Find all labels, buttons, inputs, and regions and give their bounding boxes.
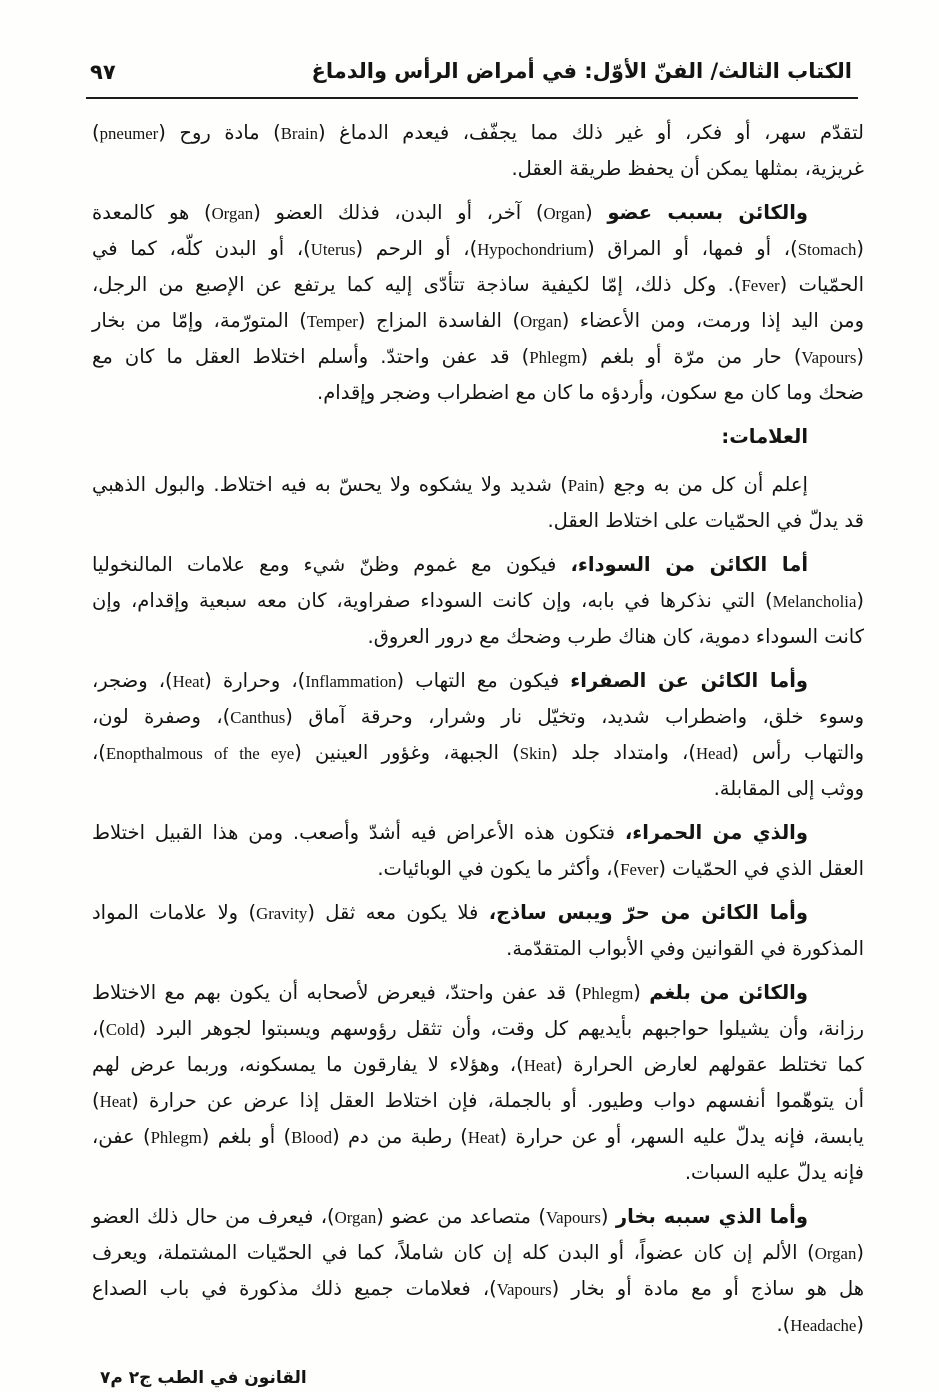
paragraph bbox=[92, 115, 864, 187]
latin-term: Organ bbox=[814, 1244, 857, 1263]
text-line bbox=[92, 583, 864, 619]
text-line bbox=[92, 619, 864, 655]
latin-term: Melancholia bbox=[772, 592, 857, 611]
paragraph bbox=[92, 547, 864, 655]
latin-term: Vapours bbox=[801, 348, 857, 367]
line-text: قد يدلّ في الحمّيات على اختلاط العقل. bbox=[547, 509, 864, 532]
text-line bbox=[92, 267, 864, 303]
latin-term: Heat bbox=[467, 1128, 500, 1147]
latin-term: Phlegm bbox=[529, 348, 581, 367]
line-text: يابسة، فإنه يدلّ عليه السهر، أو عن حرارة (Heat) رطبة من دم (Blood) أو بلغم (Phlegm) عفن، bbox=[92, 1125, 864, 1148]
text-line bbox=[92, 503, 864, 539]
paragraph-lead: وأما الكائن من حرّ ويبس ساذج، bbox=[488, 901, 808, 924]
latin-term: Inflammation bbox=[305, 672, 397, 691]
text-line bbox=[92, 467, 864, 503]
text-line bbox=[92, 195, 864, 231]
text-line bbox=[92, 815, 864, 851]
latin-term: Canthus bbox=[230, 708, 286, 727]
paragraph bbox=[92, 975, 864, 1191]
line-text: (Organ) الألم إن كان عضواً، أو البدن كله إن كان شاملاً، كما في الحمّيات المشتملة، ويعرف bbox=[92, 1241, 864, 1264]
text-line bbox=[92, 1047, 864, 1083]
line-text: فلا يكون معه ثقل (Gravity) ولا علامات المواد bbox=[92, 901, 489, 924]
paragraph-lead: وأما الذي سببه بخار bbox=[615, 1205, 808, 1228]
section-heading: العلامات: bbox=[721, 425, 808, 448]
latin-term: Vapours bbox=[545, 1208, 601, 1227]
text-line bbox=[92, 375, 864, 411]
latin-term: Fever bbox=[620, 860, 659, 879]
text-line bbox=[92, 115, 864, 151]
latin-term: Heat bbox=[172, 672, 205, 691]
line-text: ضحك وما كان مع سكون، وأردؤه ما كان مع اضطراب وضجر وإقدام. bbox=[317, 381, 864, 404]
latin-term: Uterus bbox=[310, 240, 356, 259]
latin-term: Skin bbox=[519, 744, 551, 763]
line-text: فيكون مع التهاب (Inflammation)، وحرارة (Heat)، وضجر، bbox=[92, 669, 571, 692]
text-line bbox=[92, 771, 864, 807]
line-text: كما تختلط عقولهم لعارض الحرارة (Heat)، وهؤلاء لا يفارقون ما يمسكونه، وربما عرض لهم bbox=[92, 1053, 864, 1076]
line-text: (Stomach)، أو فمها، أو المراق (Hypochondrium)، أو الرحم (Uterus)، أو البدن كلّه، كما في bbox=[92, 237, 864, 260]
line-text: فيكون مع غموم وظنّ شيء ومع علامات المالنخوليا bbox=[92, 553, 571, 576]
line-text: (Organ) آخر، أو البدن، فذلك العضو (Organ) هو كالمعدة bbox=[92, 201, 608, 224]
latin-term: Organ bbox=[520, 312, 562, 331]
latin-term: pneumer bbox=[99, 124, 159, 143]
line-text: لتقدّم سهر، أو فكر، أو غير ذلك مما يجفّف، فيعدم الدماغ (Brain) مادة روح (pneumer) bbox=[92, 121, 864, 144]
line-text: فتكون هذه الأعراض فيه أشدّ وأصعب. ومن هذا القبيل اختلاط bbox=[92, 821, 625, 844]
latin-term: Head bbox=[695, 744, 732, 763]
latin-term: Gravity bbox=[256, 904, 308, 923]
latin-term: Pain bbox=[567, 476, 598, 495]
text-line bbox=[92, 975, 864, 1011]
line-text: المذكورة في القوانين وفي الأبواب المتقدّمة. bbox=[506, 937, 864, 960]
latin-term: Phlegm bbox=[150, 1128, 202, 1147]
latin-term: Enopthalmous of the eye bbox=[105, 744, 295, 763]
text-line bbox=[92, 1119, 864, 1155]
line-text: إعلم أن كل من به وجع (Pain) شديد ولا يشكوه ولا يحسّ به فيه اختلاط. والبول الذهبي bbox=[92, 473, 808, 496]
paragraph-lead: والكائن من بلغم bbox=[649, 981, 808, 1004]
line-text: والتهاب رأس (Head)، وامتداد جلد (Skin) الجبهة، وغؤور العينين (Enopthalmous of the eye)، bbox=[92, 741, 864, 764]
paragraph-lead: والذي من الحمراء، bbox=[624, 821, 808, 844]
line-text: وسوء خلق، واضطراب شديد، وتخيّل نار وشرار، وحرقة آماق (Canthus)، وصفرة لون، bbox=[92, 705, 864, 728]
latin-term: Organ bbox=[543, 204, 586, 223]
text-line bbox=[92, 231, 864, 267]
text-line bbox=[92, 1083, 864, 1119]
line-text: غريزية، بمثلها يمكن أن يحفظ طريقة العقل. bbox=[511, 157, 864, 180]
latin-term: Temper bbox=[306, 312, 358, 331]
line-text: (Headache). bbox=[776, 1313, 864, 1336]
paragraph bbox=[92, 895, 864, 967]
text-line bbox=[92, 895, 864, 931]
paragraph bbox=[92, 815, 864, 887]
text-line bbox=[92, 851, 864, 887]
latin-term: Heat bbox=[523, 1056, 556, 1075]
latin-term: Vapours bbox=[496, 1280, 552, 1299]
latin-term: Headache bbox=[790, 1316, 857, 1335]
line-text: (Vapours) متصاعد من عضو (Organ)، فيعرف من حال ذلك العضو bbox=[92, 1205, 616, 1228]
latin-term: Blood bbox=[291, 1128, 333, 1147]
line-text: أن يتوهّموا أنفسهم دواب وطيور. أو بالجملة، فإن اختلاط العقل إذا عرض عن حرارة (Heat) bbox=[92, 1089, 864, 1112]
line-text: ومن اليد إذا ورمت، ومن الأعضاء (Organ) الفاسدة المزاج (Temper) المتورّمة، وإمّا من بخار bbox=[92, 309, 864, 332]
text-line bbox=[92, 1199, 864, 1235]
latin-term: Hypochondrium bbox=[477, 240, 588, 259]
paragraph bbox=[92, 467, 864, 539]
header-rule bbox=[86, 97, 858, 99]
running-header bbox=[86, 48, 858, 96]
running-header-title: الكتاب الثالث/ الفنّ الأوّل: في أمراض الرأس والدماغ bbox=[311, 59, 852, 83]
line-text: الحمّيات (Fever). وكل ذلك، إمّا لكيفية ساذجة تتأدّى إليه كما يرتفع عن الإصبع من الرجل، bbox=[92, 273, 864, 296]
line-text: ووثب إلى المقابلة. bbox=[713, 777, 864, 800]
paragraph-lead: وأما الكائن عن الصفراء bbox=[570, 669, 809, 692]
line-text: العقل الذي في الحمّيات (Fever)، وأكثر ما يكون في الوبائيات. bbox=[377, 857, 864, 880]
line-text: فإنه يدلّ عليه السبات. bbox=[684, 1161, 864, 1184]
paragraph bbox=[92, 195, 864, 411]
latin-term: Stomach bbox=[797, 240, 857, 259]
text-line bbox=[92, 339, 864, 375]
text-line bbox=[92, 1155, 864, 1191]
line-text: (Melancholia) التي نذكرها في بابه، وإن كانت السوداء صفراوية، كان معه سبعية وإقدام، وإن bbox=[92, 589, 864, 612]
paragraph-lead: أما الكائن من السوداء، bbox=[570, 553, 809, 576]
latin-term: Fever bbox=[741, 276, 780, 295]
latin-term: Organ bbox=[334, 1208, 377, 1227]
latin-term: Heat bbox=[99, 1092, 132, 1111]
line-text: كانت السوداء دموية، كان هناك طرب وضحك مع درور العروق. bbox=[367, 625, 864, 648]
text-line bbox=[92, 303, 864, 339]
text-line bbox=[92, 663, 864, 699]
text-line bbox=[92, 1011, 864, 1047]
text-body bbox=[92, 115, 864, 1343]
line-text: هل هو ساذج أو مع مادة أو بخار (Vapours)، فعلامات جميع ذلك مذكورة في باب الصداع bbox=[92, 1277, 864, 1300]
text-line bbox=[92, 1307, 864, 1343]
text-line bbox=[92, 735, 864, 771]
line-text: رزانة، وأن يشيلوا حواجبهم بأيديهم كل وقت، وأن تثقل رؤوسهم ويسبتوا لجوهر البرد (Cold)، bbox=[92, 1017, 864, 1040]
paragraph bbox=[92, 663, 864, 807]
text-line bbox=[92, 1271, 864, 1307]
latin-term: Organ bbox=[211, 204, 254, 223]
latin-term: Cold bbox=[105, 1020, 139, 1039]
line-text: (Vapours) حار من مرّة أو بلغم (Phlegm) قد عفن واحتدّ. وأسلم اختلاط العقل ما كان مع bbox=[92, 345, 864, 368]
text-line bbox=[92, 699, 864, 735]
text-line bbox=[92, 151, 864, 187]
latin-term: Phlegm bbox=[582, 984, 634, 1003]
latin-term: Brain bbox=[280, 124, 318, 143]
text-line bbox=[92, 547, 864, 583]
page-number: ٩٧ bbox=[90, 60, 116, 84]
text-line bbox=[92, 1235, 864, 1271]
paragraph-lead: والكائن بسبب عضو bbox=[607, 201, 808, 224]
text-line bbox=[92, 931, 864, 967]
footer-signature: القانون في الطب ج٢ م٧ bbox=[100, 1368, 307, 1388]
line-text: (Phlegm) قد عفن واحتدّ، فيعرض لأصحابه أن يكون بهم مع الاختلاط bbox=[92, 981, 650, 1004]
paragraph bbox=[92, 1199, 864, 1343]
